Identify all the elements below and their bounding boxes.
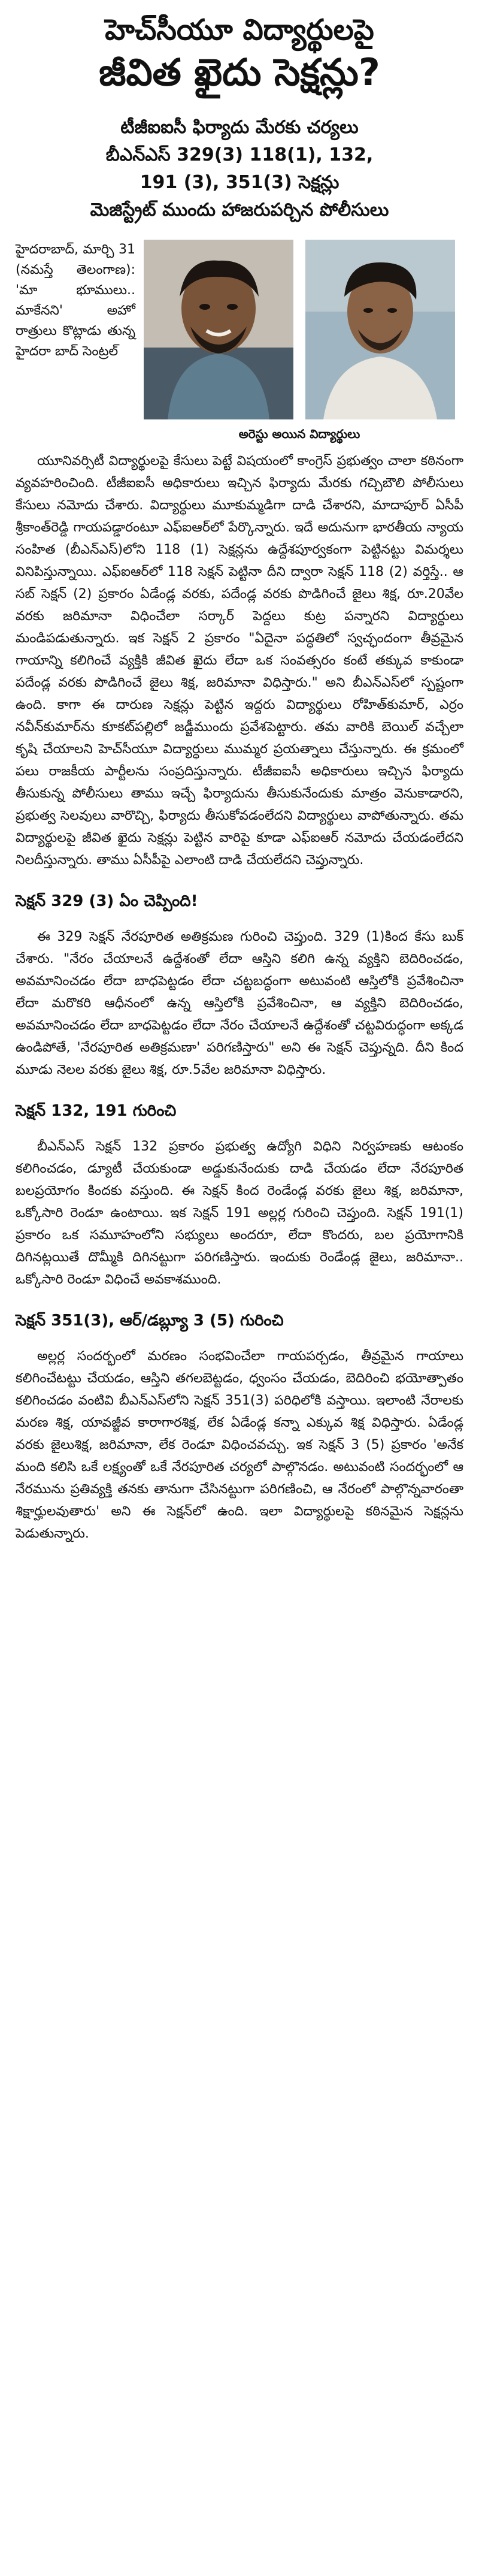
- section-heading: సెక్షన్ 351(3), ఆర్/డబ్ల్యూ 3 (5) గురించి: [16, 1312, 284, 1330]
- photo-caption: అరెస్టు అయిన విద్యార్థులు: [238, 427, 360, 441]
- section-paragraph: అల్లర్ల సందర్భంలో మరణం సంభవించేలా గాయపర్చడం, తీవ్రమైన గాయాలు కలిగించేటట్టు చేయడం, ఆస్తిని తగలబెట్టడం, ధ్వంసం చేయడం, బెదిరించి భయోత్పాతం కలిగించడం వంటివి బీఎన్ఎస్‌లోని సెక్షన్ 351(3) పరిధిలోకి వస్తాయి. ఇలాంటి నేరాలకు మరణ శిక్ష, యావజ్జీవ కారాగారశిక్ష, లేక ఏడేండ్ల కన్నా ఎక్కువ శిక్ష విధిస్తారు. ఏడేండ్ల వరకు జైలుశిక్ష, జరిమానా, లేక రెండూ విధించవచ్చు. ఇక సెక్షన్ 3 (5) ప్రకారం 'అనేక మంది కలిసి ఒకే లక్ష్యంతో ఒకే నేరపూరిత చర్యలో పాల్గొనడం. అటువంటి సందర్భంలో ఆ నేరమును ప్రతివ్యక్తి తనకు తానుగా చేసినట్టుగా పరిగణించి, ఆ నేరంలో పాల్గొన్నవారంతా శిక్షార్హులవుతారు' అని ఈ సెక్షన్‌లో ఉంది. ఇలా విద్యార్థులపై కఠినమైన సెక్షన్లను పెడుతున్నారు.: [16, 1349, 463, 1541]
- section-paragraph: బీఎన్ఎస్ సెక్షన్ 132 ప్రకారం ప్రభుత్వ ఉద్యోగి విధిని నిర్వహణకు ఆటంకం కలిగించడం, డ్యూటీ చేయకుండా అడ్డుకునేందుకు దాడి చేయడం లేదా నేరపూరిత బలప్రయోగం కిందకు వస్తుంది. ఈ సెక్షన్ కింద రెండేండ్ల వరకు జైలు శిక్ష, జరిమానా, ఒక్కోసారి రెండూ ఉంటాయి. ఇక సెక్షన్ 191 అల్లర్ల గురించి చెప్తుంది. సెక్షన్ 191(1) ప్రకారం ఒక సమూహంలోని సభ్యులు అందరూ, లేదా కొందరు, బల ప్రయోగానికి దిగినట్లయితే దొమ్మీకి దిగినట్టుగా పరిగణిస్తారు. ఇందుకు రెండేండ్ల జైలు, జరిమానా.. ఒక్కోసారి రెండూ విధించే అవకాశముంది.: [16, 1139, 463, 1287]
- section-heading: సెక్షన్ 329 (3) ఏం చెప్పింది!: [16, 892, 198, 910]
- headline-line-2: జీవిత ఖైదు సెక్షన్లు?: [99, 50, 380, 94]
- student-photo: [305, 240, 455, 419]
- subheading: మెజిస్ట్రేట్ ముందు హాజరుపర్చిన పోలీసులు: [90, 200, 389, 221]
- headline: [0, 0, 479, 96]
- student-photo: [144, 240, 293, 419]
- lead-paragraph: హైదరాబాద్, మార్చి 31 (నమస్తే తెలంగాణ): 'మా భూములు.. మాకేనని' అహో రాత్రులు కొట్లాడు తున్న హైదరా బాద్ సెంట్రల్: [16, 242, 135, 359]
- section-paragraph: ఈ 329 సెక్షన్ నేరపూరిత అతిక్రమణ గురించి చెప్తుంది. 329 (1)కింద కేసు బుక్ చేశారు. "నేరం చేయాలనే ఉద్దేశంతో లేదా ఆస్తిని కలిగి ఉన్న వ్యక్తిని బెదిరించడం, అవమానించడం లేదా బాధపెట్టడం లేదా చట్టబద్ధంగా అటువంటి ఆస్తిలోకి ప్రవేశించినా లేదా మరొకరి ఆధీనంలో ఉన్న ఆస్తిలోకి ప్రవేశించినా, ఆ వ్యక్తిని బెదిరించడం, అవమానించడం లేదా బాధపెట్టడం లేదా నేరం చేయాలనే ఉద్దేశంతో చట్టవిరుద్ధంగా అక్కడ ఉండిపోతే, 'నేరపూరిత అతిక్రమణా' పరిగణిస్తారు" అని ఈ సెక్షన్ చెప్తున్నది. దీని కింద మూడు నెలల వరకు జైలు శిక్ష, రూ.5వేల జరిమానా విధిస్తారు.: [16, 929, 463, 1077]
- section-heading: సెక్షన్ 132, 191 గురించి: [16, 1102, 177, 1120]
- subheadings: [0, 114, 479, 224]
- photo-block: [144, 240, 455, 444]
- subheading: టీజీఐఐసీ ఫిర్యాదు మేరకు చర్యలు: [120, 117, 359, 138]
- subheading: 191 (3), 351(3) సెక్షన్లు: [140, 172, 339, 193]
- article-body: [16, 450, 463, 1545]
- body-paragraph: యూనివర్సిటీ విద్యార్థులపై కేసులు పెట్టే విషయంలో కాంగ్రెస్ ప్రభుత్వం చాలా కఠినంగా వ్యవహరించింది. టీజీఐఐసీ అధికారులు ఇచ్చిన ఫిర్యాదు మేరకు గచ్చిబౌలి పోలీసులు కేసులు నమోదు చేశారు. విద్యార్థులు మూకుమ్మడిగా దాడి చేశారని, మాదాపూర్ ఏసీపీ శ్రీకాంత్‌రెడ్డి గాయపడ్డారంటూ ఎఫ్ఐఆర్‌లో పేర్కొన్నారు. ఇదే అదునుగా భారతీయ న్యాయ సంహిత (బీఎన్ఎస్)లోని 118 (1) సెక్షన్లను ఉద్దేశపూర్వకంగా పెట్టినట్టు విమర్శలు వినిపిస్తున్నాయి. ఎఫ్ఐఆర్‌లో 118 సెక్షన్ పెట్టినా దీని ద్వారా సెక్షన్ 118 (2) వర్తిస్తే.. ఆ సబ్ సెక్షన్ (2) ప్రకారం ఏడేండ్ల వరకు, పదేండ్ల వరకు పొడిగించే జైలు శిక్ష, రూ.20వేల వరకు జరిమానా విధించేలా సర్కార్ పెద్దలు కుట్ర పన్నారని విద్యార్థులు మండిపడుతున్నారు. ఇక సెక్షన్ 2 ప్రకారం "ఏదైనా పద్ధతిలో స్వచ్ఛందంగా తీవ్రమైన గాయాన్ని కలిగించే వ్యక్తికి జీవిత ఖైదు లేదా ఒక సంవత్సరం కంటే తక్కువ కాకుండా పదేండ్ల వరకు పొడిగించే జైలు శిక్ష, జరిమానా విధిస్తారు." అని బీఎన్ఎస్‌లో స్పష్టంగా ఉంది. కాగా ఈ దారుణ సెక్షన్లు పెట్టిన ఇద్దరు విద్యార్థులు రోహిత్‌కుమార్, ఎర్రం నవీన్‌కుమార్‌ను కూకట్‌పల్లిలో జడ్జీముందు ప్రవేశపెట్టారు. తమ వారికి బెయిల్ వచ్చేలా కృషి చేయాలని హెచ్‌సీయూ విద్యార్థులు ముమ్మర ప్రయత్నాలు చేస్తున్నారు. ఈ క్రమంలో పలు రాజకీయ పార్టీలను సంప్రదిస్తున్నారు. టీజీఐఐసీ అధికారులు ఇచ్చిన ఫిర్యాదు తీసుకున్న పోలీసులు తాము ఇచ్చే ఫిర్యాదును తీసుకునేందుకు మాత్రం వెనుకాడారని, ప్రభుత్వ సెలవులు వారొచ్చి, ఫిర్యాదు తీసుకోవడంలేదని విద్యార్థులు వాపోతున్నారు. తమ విద్యార్థులపై జీవిత ఖైదు సెక్షన్లు పెట్టిన వారిపై కూడా ఎఫ్ఐఆర్ నమోదు చేయడంలేదని నిలదీస్తున్నారు. తాము ఏసీపీపై ఎలాంటి దాడి చేయలేదని చెప్తున్నారు.: [16, 454, 463, 868]
- lead-block: [16, 240, 463, 444]
- headline-line-1: హెచ్‌సీయూ విద్యార్థులపై: [105, 13, 374, 47]
- subheading: బీఎన్ఎస్ 329(3) 118(1), 132,: [105, 144, 374, 165]
